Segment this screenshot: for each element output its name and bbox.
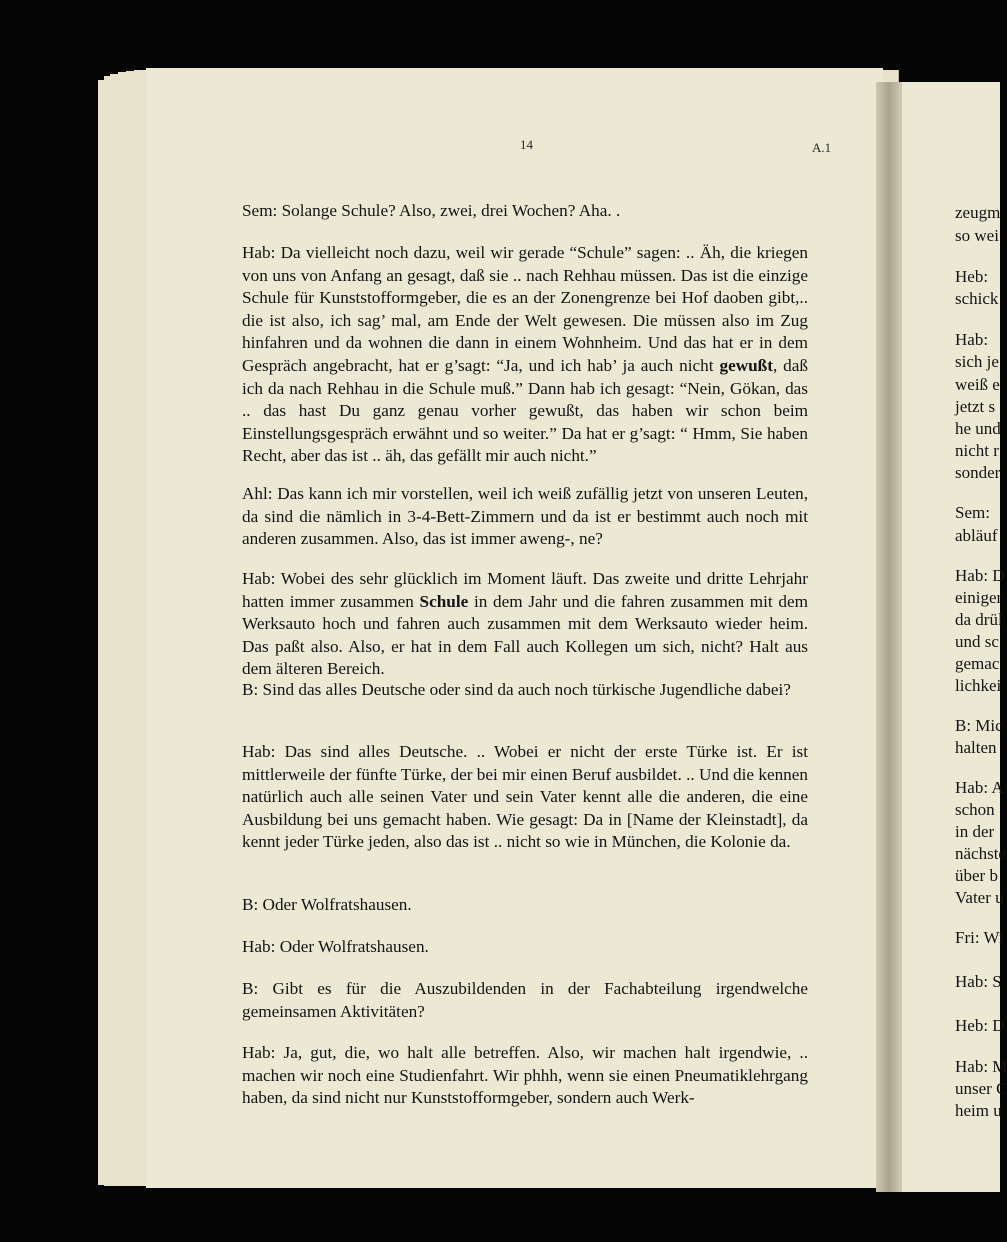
right-page-line: Sem: bbox=[955, 503, 990, 522]
section-id: A.1 bbox=[812, 140, 832, 155]
right-page-line: in der bbox=[955, 822, 995, 841]
right-page-line: lichkei bbox=[955, 676, 1002, 695]
right-page-line: Fri: Wi bbox=[955, 928, 1004, 947]
right-page-line: nicht r bbox=[955, 441, 999, 460]
right-page-line: Vater u bbox=[955, 888, 1004, 907]
book-gutter bbox=[876, 82, 904, 1192]
paragraph: Sem: Solange Schule? Also, zwei, drei Wochen? Aha. . bbox=[242, 201, 621, 220]
right-page-line: und sc bbox=[955, 632, 999, 651]
paragraph: Hab: Da vielleicht noch dazu, weil wir gerade “Schule” sagen: .. Äh, die kriegen von uns von Anfang an gesagt, daß sie .. nach Rehhau müssen. Das ist die einzige Schule für Kunststofformgeber, die es an der Zonengrenze bei Hof daoben gibt,.. die ist also, ich sag’ mal, am Ende der Welt gewesen. Die müssen also im Zug hinfahren und da wohnen die dann in einem Wohnheim. Und das hat er in dem Gespräch angebracht, hat er g’sagt: “Ja, und ich hab’ ja auch nicht gewußt, daß ich da nach Rehhau in die Schule muß.” Dann hab ich gesagt: “Nein, Gökan, das .. das hast Du ganz genau vorher gewußt, das haben wir schon beim Einstellungsgespräch erwähnt und so weiter.” Da hat er g’sagt: “ Hmm, Sie haben Recht, aber das ist .. äh, das gefällt mir auch nicht.” bbox=[242, 243, 808, 466]
paragraph: Hab: Das sind alles Deutsche. .. Wobei er nicht der erste Türke ist. Er ist mittlerweile der fünfte Türke, der bei mir einen Beruf ausbildet. .. Und die kennen natürlich auch alle seinen Vater und sein Vater kennt alle die anderen, die eine Ausbildung bei uns gemacht haben. Wie gesagt: Da in [Name der Kleinstadt], da kennt jeder Türke jeden, also das ist .. nicht so wie in München, die Kolonie da. bbox=[242, 742, 808, 852]
paragraph: B: Gibt es für die Auszubildenden in der Fachabteilung irgendwelche gemeinsamen Aktivitäten? bbox=[242, 979, 808, 1021]
right-page-line: abläuf bbox=[955, 526, 998, 545]
paragraph: Hab: Oder Wolfratshausen. bbox=[242, 937, 429, 956]
right-page-line: gemac bbox=[955, 654, 1000, 673]
paragraph: B: Sind das alles Deutsche oder sind da auch noch türkische Jugendliche dabei? bbox=[242, 680, 791, 699]
right-page-line: einiger bbox=[955, 588, 1003, 607]
right-page-line: halten bbox=[955, 738, 997, 757]
right-page-line: über b bbox=[955, 866, 998, 885]
right-page-line: Hab: A bbox=[955, 778, 1004, 797]
right-page-line: so wei bbox=[955, 226, 999, 245]
right-page-line: sonder bbox=[955, 463, 1001, 482]
paragraph: Ahl: Das kann ich mir vorstellen, weil ich weiß zufällig jetzt von unseren Leuten, da sind die nämlich in 3-4-Bett-Zimmern und da ist er bestimmt auch noch mit anderen zusammen. Also, das ist immer aweng-, ne? bbox=[242, 484, 808, 549]
transcript-body bbox=[242, 200, 808, 1110]
right-page-line: schon bbox=[955, 800, 995, 819]
right-page-line: Heb: D bbox=[955, 1016, 1005, 1035]
paragraph: B: Oder Wolfratshausen. bbox=[242, 895, 412, 914]
right-page-line: jetzt s bbox=[955, 397, 996, 416]
right-page-line: Hab: D bbox=[955, 566, 1005, 585]
right-page-line: B: Mic bbox=[955, 716, 1003, 735]
paragraph: Hab: Ja, gut, die, wo halt alle betreffen. Also, wir machen halt irgendwie, .. machen wir noch eine Studienfahrt. Wir phhh, wenn sie einen Pneumatiklehrgang haben, da sind nicht nur Kunststofformgeber, sondern auch Werk- bbox=[242, 1043, 808, 1108]
right-page-line: Hab: bbox=[955, 330, 989, 349]
right-page-line: Hab: S bbox=[955, 972, 1002, 991]
right-page-line: Hab: M bbox=[955, 1057, 1007, 1076]
right-page-line: da drül bbox=[955, 610, 1003, 629]
paragraph: Hab: Wobei des sehr glücklich im Moment läuft. Das zweite und dritte Lehrjahr hatten immer zusammen Schule in dem Jahr und die fahren zusammen mit dem Werksauto hoch und fahren auch zusammen mit dem Werksauto wieder heim. Das paßt also. Also, er hat in dem Fall auch Kollegen um sich, nicht? Halt aus dem älteren Bereich. bbox=[242, 569, 808, 679]
right-page-line: Heb: bbox=[955, 267, 989, 286]
right-page-line: weiß e bbox=[955, 375, 1000, 394]
page-number: 14 bbox=[520, 137, 533, 152]
right-page-line: he und bbox=[955, 419, 1001, 438]
right-page-line: schick bbox=[955, 289, 999, 308]
right-page-line: sich je bbox=[955, 352, 999, 371]
right-page-line: unser C bbox=[955, 1079, 1007, 1098]
right-page-line: nächste bbox=[955, 844, 1006, 863]
right-page-line: heim u bbox=[955, 1101, 1002, 1120]
right-page-line: zeugm bbox=[955, 203, 1001, 222]
